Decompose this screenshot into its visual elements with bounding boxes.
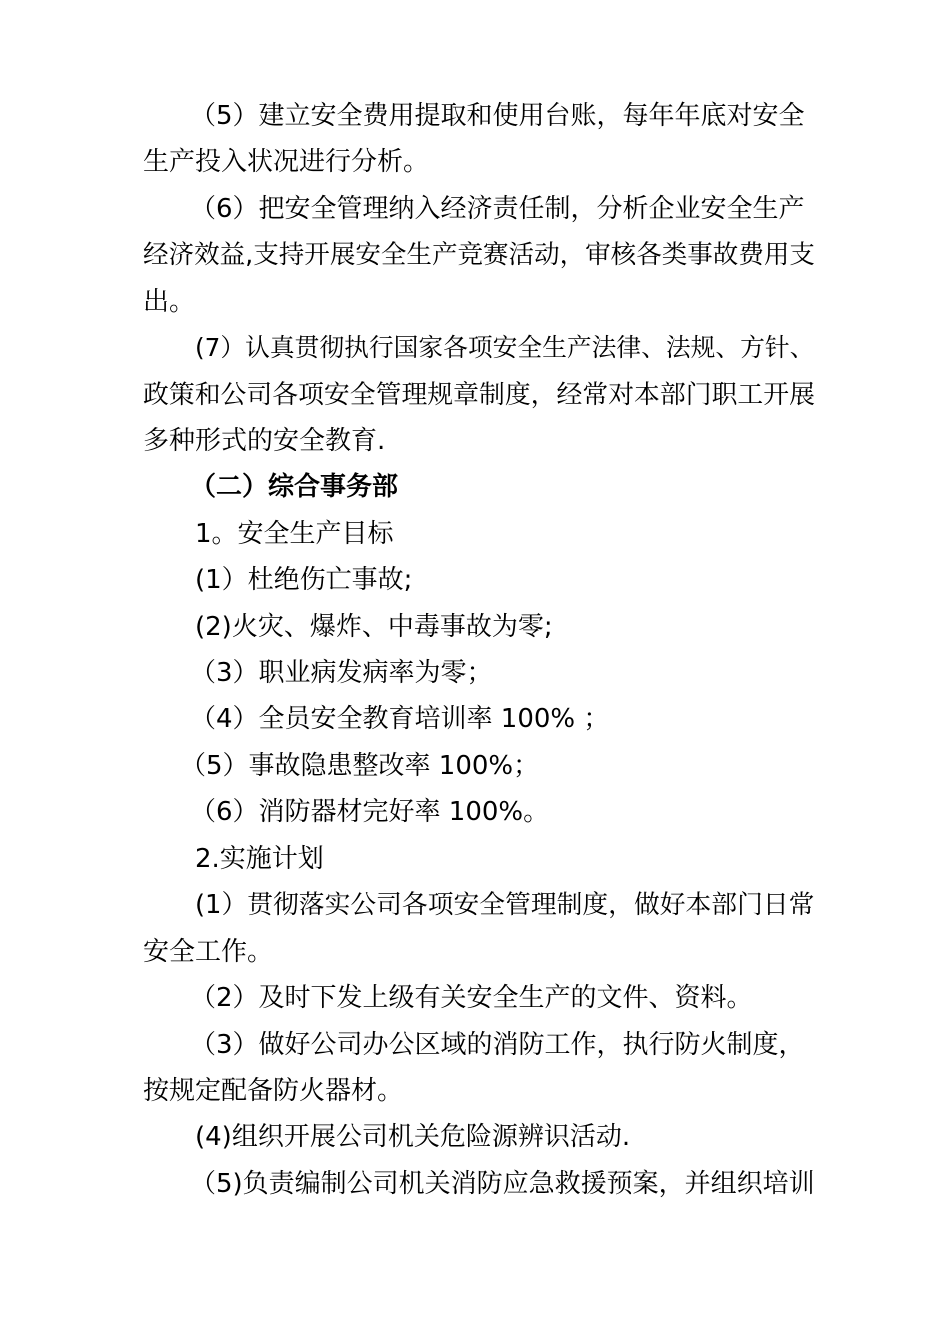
paragraph-line: 安全工作。 [143,937,274,967]
paragraph-line: 生产投入状况进行分析。 [143,147,430,177]
paragraph-line: （3）做好公司办公区域的消防工作，执行防火制度， [190,1030,805,1060]
list-item: （4）全员安全教育培训率 100% ； [190,704,610,734]
paragraph-line: （6）把安全管理纳入经济责任制，分析企业安全生产 [190,194,805,224]
list-item: (2)火灾、爆炸、中毒事故为零; [195,612,553,642]
paragraph-line: 经济效益,支持开展安全生产竞赛活动，审核各类事故费用支 [143,240,815,270]
paragraph-line: （2）及时下发上级有关安全生产的文件、资料。 [190,983,753,1013]
list-item: （6）消防器材完好率 100%。 [190,797,550,827]
paragraph-line: (7）认真贯彻执行国家各项安全生产法律、法规、方针、 [195,333,815,362]
paragraph-line: 按规定配备防火器材。 [143,1076,404,1106]
paragraph-line: 出。 [143,287,196,317]
paragraph-line: （5）建立安全费用提取和使用台账，每年年底对安全 [190,101,805,131]
section-heading: （二）综合事务部 [190,472,399,502]
paragraph-line: (4)组织开展公司机关危险源辨识活动. [195,1122,631,1152]
paragraph-line: （5)负责编制公司机关消防应急救援预案，并组织培训 [190,1169,815,1199]
list-item: （3）职业病发病率为零； [190,658,493,688]
subsection-heading: 1。安全生产目标 [195,519,394,549]
paragraph-line: (1）贯彻落实公司各项安全管理制度，做好本部门日常 [195,890,815,920]
subsection-heading: 2.实施计划 [195,844,324,874]
list-item: (1）杜绝伤亡事故; [195,565,413,595]
paragraph-line: 政策和公司各项安全管理规章制度，经常对本部门职工开展 [143,380,815,410]
paragraph-line: 多种形式的安全教育. [143,426,386,456]
list-item: （5）事故隐患整改率 100%； [180,751,540,781]
